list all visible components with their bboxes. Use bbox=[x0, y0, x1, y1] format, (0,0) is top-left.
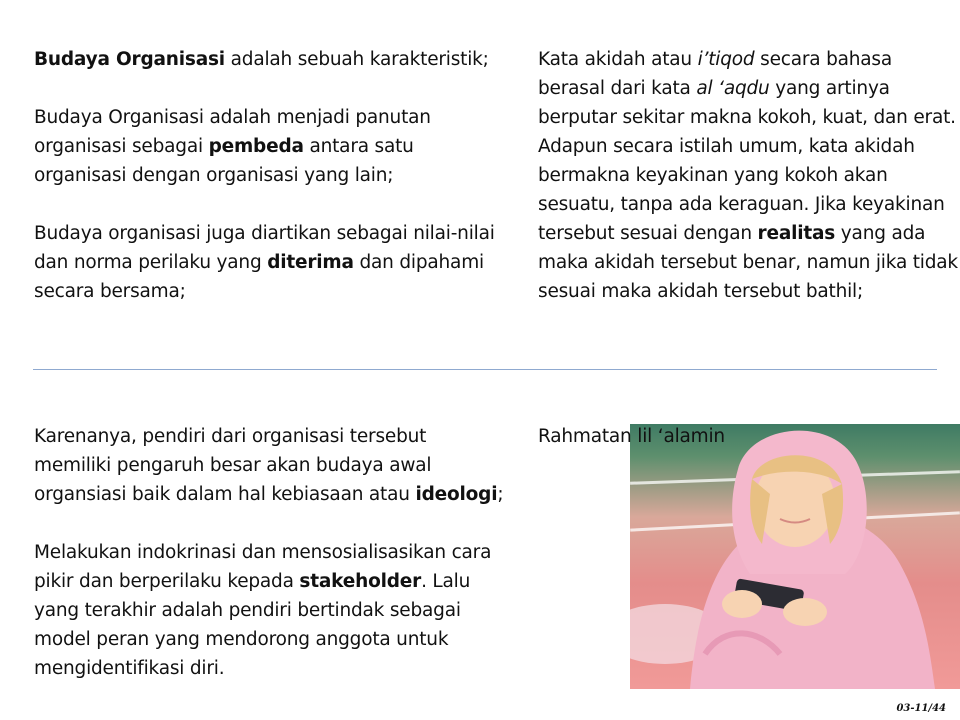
bottom-right-text bbox=[538, 422, 938, 451]
text-span: Karenanya, pendiri dari organisasi tersebut memiliki pengaruh besar akan budaya awal organsiasi baik dalam hal kebiasaan atau bbox=[34, 426, 432, 505]
bold-term: Budaya Organisasi bbox=[34, 49, 225, 70]
bold-term: diterima bbox=[267, 252, 354, 273]
text-span: ; bbox=[497, 484, 504, 505]
text-span: adalah sebuah karakteristik; bbox=[224, 49, 489, 70]
text-span: yang artinya berputar sekitar makna kokoh, kuat, dan erat. Adapun secara istilah umum, kata akidah bermakna keyakinan yang kokoh akan sesuatu, tanpa ada keraguan. Jika keyakinan tersebut sesuai dengan bbox=[538, 78, 956, 244]
text-span: dan dipahami secara bersama; bbox=[34, 252, 484, 302]
person-illustration bbox=[630, 424, 960, 689]
bold-term: realitas bbox=[757, 223, 836, 244]
slide-number: 03-11/44 bbox=[896, 703, 946, 714]
bold-term: ideologi bbox=[415, 484, 498, 505]
section-divider bbox=[33, 369, 937, 370]
text-span: antara satu organisasi dengan organisasi yang lain; bbox=[34, 136, 414, 186]
bold-term: stakeholder bbox=[299, 571, 422, 592]
paragraph-definition bbox=[34, 45, 504, 74]
italic-term: al ‘aqdu bbox=[696, 78, 770, 99]
paragraph-indoctrination bbox=[34, 538, 504, 683]
bold-term: pembeda bbox=[208, 136, 304, 157]
text-span: secara bahasa berasal dari kata bbox=[538, 49, 893, 99]
text-span: . Lalu yang terakhir adalah pendiri bertindak sebagai model peran yang mendorong anggota untuk mengidentifikasi diri. bbox=[34, 571, 471, 679]
text-span: Budaya organisasi juga diartikan sebagai nilai-nilai dan norma perilaku yang bbox=[34, 223, 495, 273]
top-left-text bbox=[34, 45, 504, 306]
paragraph-founder bbox=[34, 422, 504, 509]
rahmatan-text: Rahmatan lil ‘alamin bbox=[538, 426, 725, 447]
bottom-left-text bbox=[34, 422, 504, 683]
paragraph-akidah bbox=[538, 45, 958, 306]
paragraph-differentiator bbox=[34, 103, 504, 190]
paragraph-values bbox=[34, 219, 504, 306]
text-span: Kata akidah atau bbox=[538, 49, 698, 70]
italic-term: i’tiqod bbox=[697, 49, 755, 70]
text-span: Melakukan indokrinasi dan mensosialisasikan cara pikir dan berperilaku kepada bbox=[34, 542, 492, 592]
photo-person-pink-hoodie bbox=[630, 424, 960, 689]
top-right-text bbox=[538, 45, 958, 306]
text-span: Budaya Organisasi adalah menjadi panutan organisasi sebagai bbox=[34, 107, 431, 157]
text-span: yang ada maka akidah tersebut benar, namun jika tidak sesuai maka akidah tersebut bathil; bbox=[538, 223, 958, 302]
